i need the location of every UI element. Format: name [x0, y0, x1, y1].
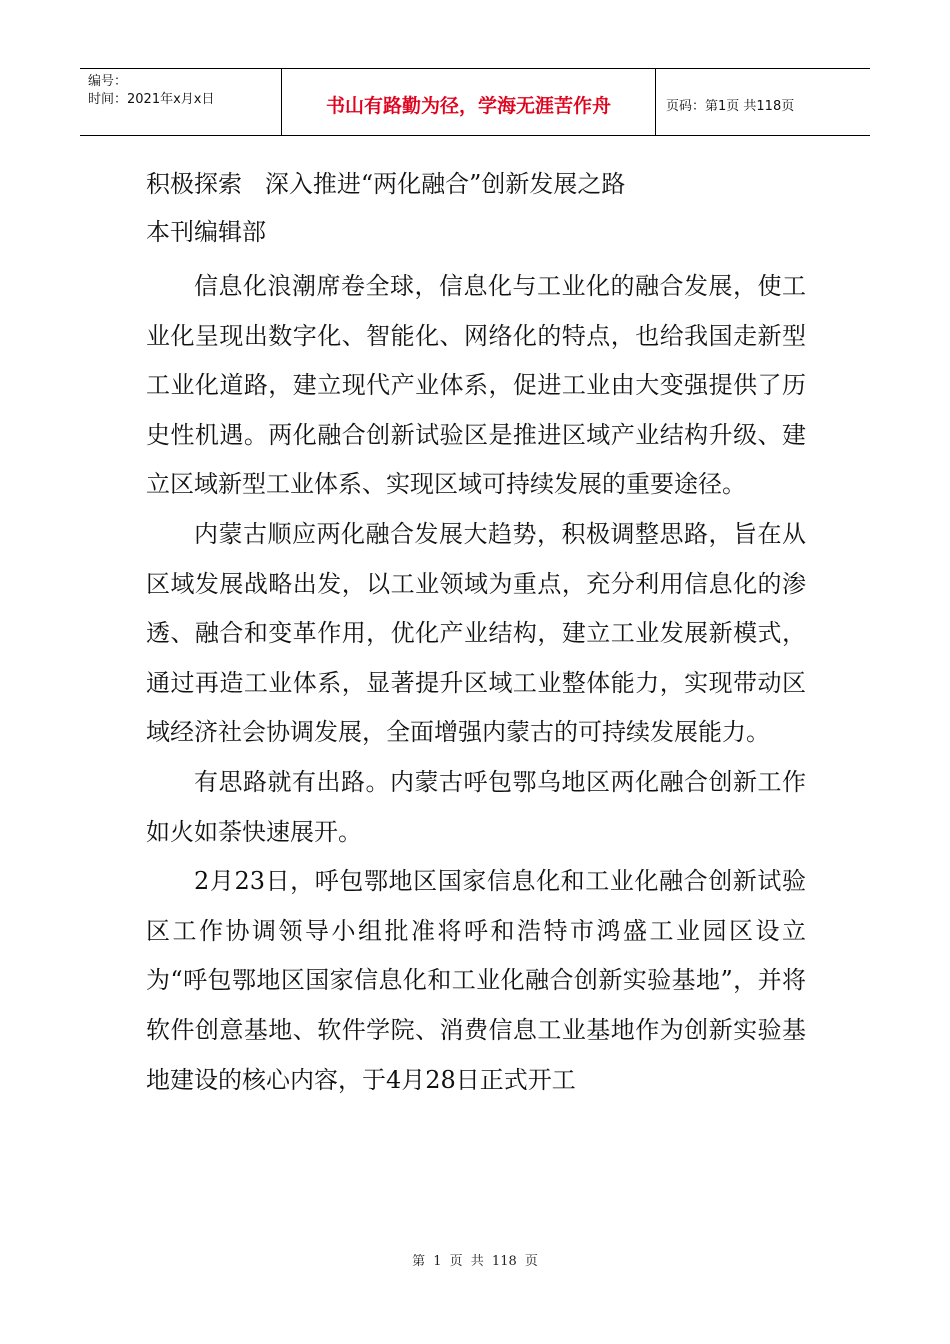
paragraph: 信息化浪潮席卷全球，信息化与工业化的融合发展，使工业化呈现出数字化、智能化、网络化的特点，也给我国走新型工业化道路，建立现代产业体系，促进工业由大变强提供了历史性机遇。两化融合创新试验区是推进区域产业结构升级、建立区域新型工业体系、实现区域可持续发展的重要途径。	[146, 272, 806, 499]
page-header	[80, 68, 870, 136]
document-author: 本刊编辑部	[146, 218, 266, 246]
paragraph: 有思路就有出路。内蒙古呼包鄂乌地区两化融合创新工作如火如荼快速展开。	[146, 767, 806, 846]
paragraph: 内蒙古顺应两化融合发展大趋势，积极调整思路，旨在从区域发展战略出发，以工业领域为重点，充分利用信息化的渗透、融合和变革作用，优化产业结构，建立工业发展新模式，通过再造工业体系，显著提升区域工业整体能力，实现带动区域经济社会协调发展，全面增强内蒙古的可持续发展能力。	[146, 519, 806, 747]
paragraph: 2月23日，呼包鄂地区国家信息化和工业化融合创新试验区工作协调领导小组批准将呼和浩特市鸿盛工业园区设立为“呼包鄂地区国家信息化和工业化融合创新实验基地”，并将软件创意基地、软件学院、消费信息工业基地作为创新实验基地建设的核心内容，于4月28日正式开工	[146, 867, 806, 1094]
page-footer: 第 1 页 共 118 页	[412, 1254, 538, 1269]
header-motto: 书山有路勤为径，学海无涯苦作舟	[282, 69, 656, 135]
number-label: 编号：	[88, 74, 128, 89]
time-label: 时间：2021年x月x日	[88, 92, 215, 107]
header-page-info: 页码：第1页 共118页	[666, 98, 795, 114]
header-meta	[80, 69, 282, 135]
document-body	[146, 262, 806, 1105]
document-title: 积极探索 深入推进“两化融合”创新发展之路	[146, 170, 626, 198]
